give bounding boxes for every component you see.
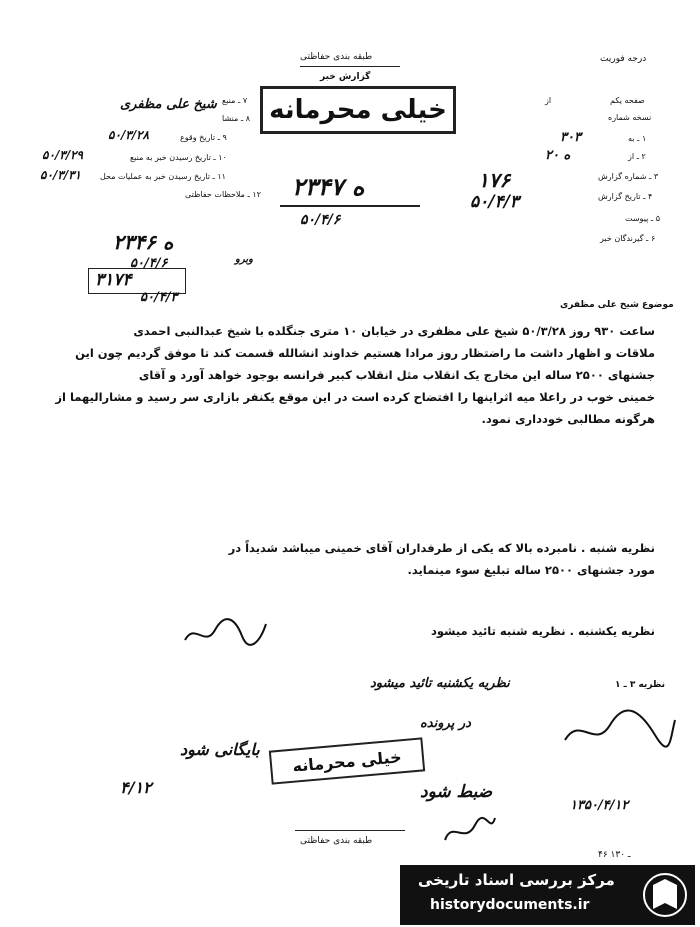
opinion-2: نظریه یکشنبه . نظریه شنبه تائید میشود bbox=[431, 624, 655, 638]
report-no-value: ۱۷۶ bbox=[478, 168, 511, 192]
to1-label: ۱ ـ به bbox=[628, 134, 647, 143]
hand-note-3: ضبط شود bbox=[420, 782, 493, 802]
from-label: از bbox=[545, 96, 552, 105]
signature-3 bbox=[440, 810, 500, 850]
received-source-label: ۱۰ ـ تاریخ رسیدن خبر به منبع bbox=[130, 153, 227, 162]
watermark-title: مرکز بررسی اسناد تاریخی bbox=[418, 871, 615, 889]
ref1-date: ۵۰/۴/۶ bbox=[300, 212, 341, 228]
ref2-number: ۲۳۴۶ ه bbox=[113, 230, 174, 254]
left-mark: ۴/۱۲ bbox=[120, 778, 152, 797]
archive-logo-icon bbox=[640, 871, 690, 919]
classification-rule bbox=[300, 66, 400, 67]
form-code: ۴۶ ـ ۱۳۰ bbox=[598, 850, 631, 860]
body-line-4: خمینی خوب در راعلا میه اثراینها را افتضاح کرده است در این موقع یکنفر بازاری سر رسید و مشارالیهما از bbox=[55, 390, 655, 404]
ref3-number: ۳۱۷۴ bbox=[95, 270, 132, 290]
watermark-band bbox=[400, 865, 695, 925]
opinion-3-label: نظریه ۳ ـ ۱ bbox=[615, 680, 666, 690]
footer-rule bbox=[295, 830, 405, 831]
subject-label: موضوع شیخ علی مظفری bbox=[560, 300, 674, 310]
report-no-label: ۳ ـ شماره گزارش bbox=[598, 172, 659, 181]
opinion-3-hand: نظریه یکشنبه تائید میشود bbox=[370, 676, 510, 691]
opinion-1-line-1: نظریه شنبه . نامبرده بالا که یکی از طرفداران آقای خمینی میباشد شدیداً در bbox=[228, 541, 655, 555]
body-line-1: ساعت ۹۳۰ روز ۵۰/۳/۲۸ شیخ علی مظفری در خیابان ۱۰ متری جنگلده با شیخ عبدالنبی احمدی bbox=[133, 324, 655, 338]
classification-top: طبقه بندی حفاظتی bbox=[300, 52, 373, 62]
opinion-1-line-2: مورد جشنهای ۲۵۰۰ ساله تبلیغ سوء مینماید. bbox=[407, 563, 655, 577]
recipients-label: ۶ ـ گیرندگان خبر bbox=[600, 234, 656, 243]
body-line-2: ملاقات و اظهار داشت ما راضتظار روز مرادا هستیم خداوند انشالله قسمت کند تا موفق گردیم چون این bbox=[75, 346, 655, 360]
urgency-label: درجه فوریت bbox=[600, 54, 647, 64]
attachment-label: ۵ ـ پیوست bbox=[625, 214, 661, 223]
notes-label: ۱۲ ـ ملاحظات حفاظتی bbox=[185, 190, 261, 199]
to2-value: ۲۰ ه bbox=[545, 148, 571, 163]
received-ops-value: ۵۰/۳/۳۱ bbox=[40, 168, 81, 182]
received-ops-label: ۱۱ ـ تاریخ رسیدن خبر به عملیات محل bbox=[100, 172, 226, 181]
hand-note-2: در پرونده bbox=[420, 716, 471, 731]
report-title: گزارش خبر bbox=[320, 72, 371, 82]
watermark-url: historydocuments.ir bbox=[430, 897, 590, 913]
received-source-value: ۵۰/۳/۲۹ bbox=[42, 148, 83, 162]
signature-2 bbox=[560, 700, 680, 760]
classification-bottom: طبقه بندی حفاظتی bbox=[300, 836, 373, 846]
report-date-value: ۵۰/۴/۳ bbox=[470, 192, 519, 212]
secret-stamp: خیلی محرمانه bbox=[260, 86, 456, 134]
source-value: شیخ علی مظفری bbox=[120, 97, 217, 112]
hand-note-1: بایگانی شود bbox=[180, 740, 260, 759]
report-date-label: ۴ ـ تاریخ گزارش bbox=[598, 192, 653, 201]
copy-label: نسخه شماره bbox=[608, 113, 652, 122]
ref2-date: ۵۰/۴/۶ bbox=[130, 256, 168, 271]
body-line-3: جشنهای ۲۵۰۰ ساله این مخارج یک انقلاب مثل انقلاب کبیر فرانسه بوجود خواهد آورد و آقای bbox=[138, 368, 655, 382]
signature-1 bbox=[180, 612, 270, 652]
source-label: ۷ ـ منبع bbox=[222, 96, 248, 105]
bottom-date: ۱۳۵۰/۴/۱۲ bbox=[570, 798, 629, 813]
ref1-number: ۲۳۴۷ ه bbox=[292, 172, 365, 201]
small-note: وبرو bbox=[235, 254, 253, 265]
to1-value: ۳۰۳ bbox=[560, 130, 581, 145]
ref3-date: ۵۰/۴/۳ bbox=[140, 290, 178, 305]
origin-label: ۸ ـ منشا bbox=[222, 114, 250, 123]
body-line-5: هرگونه مطالبی خودداری نمود. bbox=[481, 412, 655, 426]
ref1-underline bbox=[280, 205, 420, 207]
page-label: صفحه یکم bbox=[610, 96, 645, 105]
to2-label: ۲ ـ از bbox=[628, 152, 646, 161]
event-date-label: ۹ ـ تاریخ وقوع bbox=[180, 133, 227, 142]
event-date-value: ۵۰/۳/۲۸ bbox=[108, 128, 149, 142]
secret-stamp-bottom: خیلی محرمانه bbox=[269, 737, 425, 784]
